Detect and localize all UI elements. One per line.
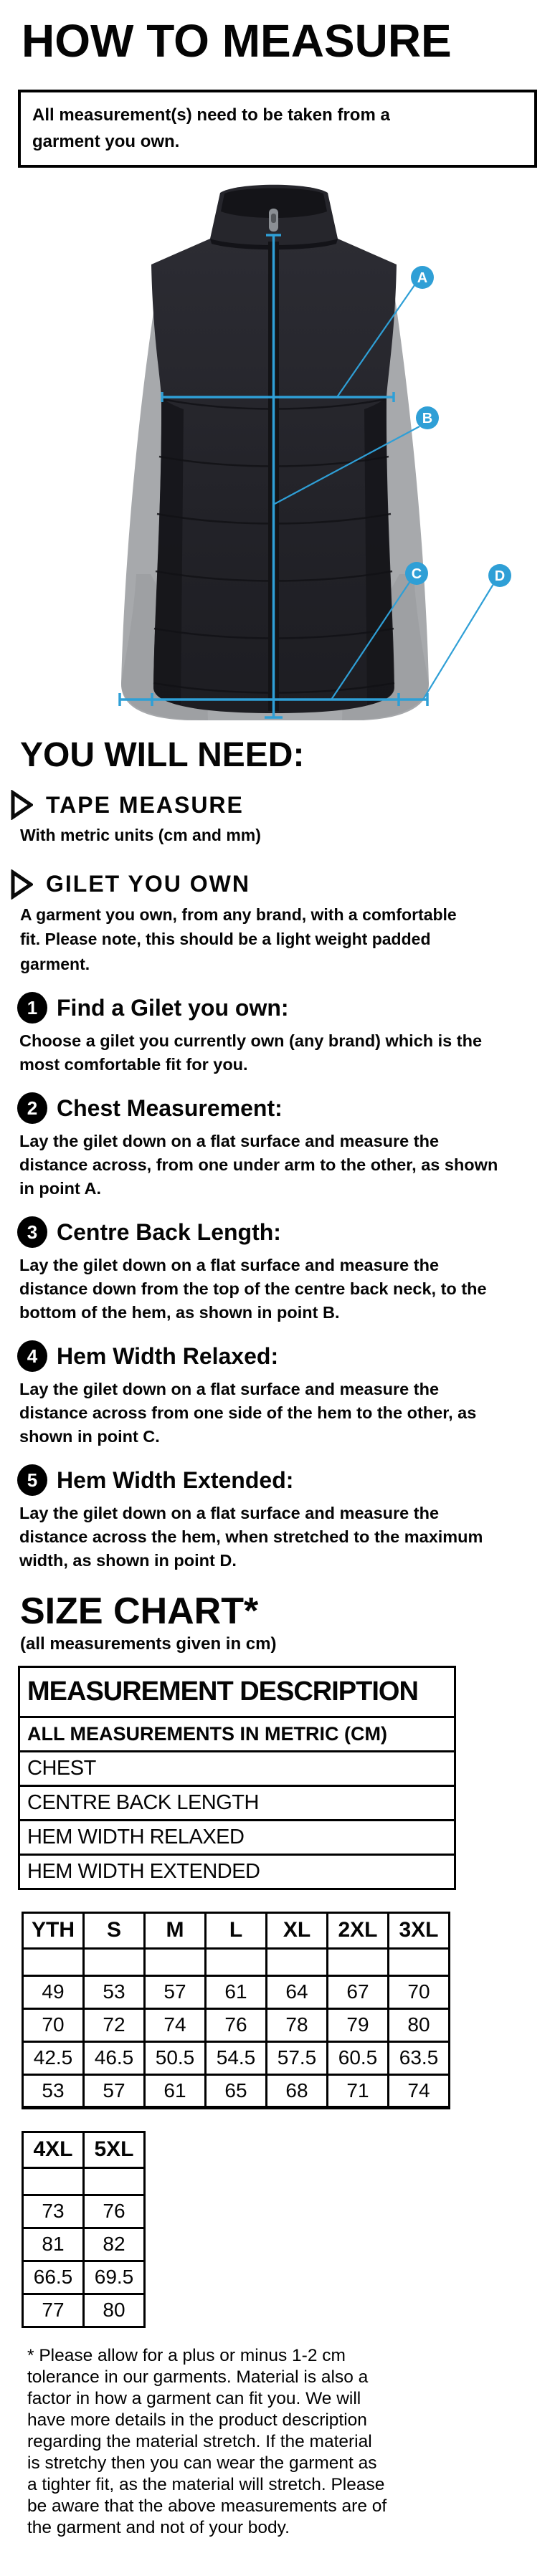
step-body: Lay the gilet down on a flat surface and measure the distance across, from one under arm to the other, as shown in point A. (19, 1132, 498, 1198)
size-value: 65 (206, 2074, 267, 2107)
spacer-row (23, 2167, 145, 2195)
chest-values-row (23, 2195, 145, 2228)
step-body: Choose a gilet you currently own (any brand) which is the most comfortable fit for you. (19, 1031, 483, 1074)
step-number-badge: 2 (17, 1092, 47, 1124)
size-table-header-row (23, 1912, 450, 1948)
step-2 (0, 1092, 550, 1201)
point-b-label: B (422, 410, 433, 426)
step-body: Lay the gilet down on a flat surface and measure the distance across from one side of the hem to the other, as shown in point C. (19, 1380, 477, 1446)
spacer-row (23, 1948, 450, 1975)
size-table-main (22, 1912, 450, 2109)
triangle-bullet-icon (10, 790, 33, 820)
size-column-header: XL (267, 1912, 328, 1948)
size-value: 81 (23, 2228, 84, 2261)
size-value: 74 (389, 2074, 450, 2107)
step-number-badge: 4 (17, 1340, 47, 1372)
chest-values-row (23, 1975, 450, 2008)
size-column-header: L (206, 1912, 267, 1948)
measurement-label: HEM WIDTH RELAXED (19, 1820, 455, 1854)
size-value: 49 (23, 1975, 84, 2008)
table-row (19, 1666, 455, 1717)
size-value: 74 (145, 2008, 206, 2041)
measurement-table-unit-row: ALL MEASUREMENTS IN METRIC (CM) (19, 1717, 455, 1751)
size-value: 76 (84, 2195, 145, 2228)
size-value: 80 (389, 2008, 450, 2041)
table-row (19, 1717, 455, 1751)
size-value: 76 (206, 2008, 267, 2041)
step-heading: Centre Back Length: (57, 1218, 281, 1245)
gilet-measurement-figure (0, 173, 550, 727)
tolerance-disclaimer: * Please allow for a plus or minus 1-2 cm tolerance in our garments. Material is also a factor in how a garment can fit you. We will have more details in the product description regarding the material stretch. If the material is stretchy then you can wear the garment as a tighter fit, as the material will stretch. Please be aware that the above measurements are of the garment and not of your body. (27, 2345, 387, 2537)
size-chart-heading: SIZE CHART* (20, 1590, 259, 1633)
step-number-badge: 3 (17, 1216, 47, 1248)
step-5 (0, 1464, 550, 1573)
step-number-badge: 1 (17, 992, 47, 1024)
you-will-need-heading: YOU WILL NEED: (20, 735, 305, 774)
size-column-header: S (84, 1912, 145, 1948)
measurement-table-header: MEASUREMENT DESCRIPTION (19, 1666, 455, 1717)
step-3 (0, 1216, 550, 1325)
gilet-illustration (0, 173, 550, 723)
step-body: Lay the gilet down on a flat surface and measure the distance across the hem, when stretched to the maximum width, as shown in point D. (19, 1504, 483, 1570)
measurement-label: HEM WIDTH EXTENDED (19, 1854, 455, 1889)
size-value: 67 (328, 1975, 389, 2008)
size-column-header: 2XL (328, 1912, 389, 1948)
page-title: HOW TO MEASURE (22, 15, 452, 67)
size-value: 42.5 (23, 2041, 84, 2074)
point-d-label: D (494, 568, 506, 584)
size-table-extended (22, 2131, 146, 2328)
need-item-description: A garment you own, from any brand, with a comfortable fit. Please note, this should be a light weight padded garment. (20, 905, 457, 973)
centre-back-values-row (23, 2008, 450, 2041)
need-item-description: With metric units (cm and mm) (20, 826, 261, 845)
table-row (19, 1820, 455, 1854)
size-value: 70 (389, 1975, 450, 2008)
need-item-tape-measure (0, 790, 550, 848)
measurement-note-box (18, 90, 537, 167)
size-value: 77 (23, 2294, 84, 2327)
need-item-label: GILET YOU OWN (46, 871, 250, 897)
size-table-header-row (23, 2132, 145, 2167)
size-value: 53 (23, 2074, 84, 2107)
hem-extended-values-row (23, 2294, 145, 2327)
step-number-badge: 5 (17, 1464, 47, 1496)
step-1 (0, 992, 550, 1077)
size-value: 79 (328, 2008, 389, 2041)
measurement-label: CHEST (19, 1751, 455, 1785)
hem-relaxed-values-row (23, 2261, 145, 2294)
measurement-note-text: All measurement(s) need to be taken from a garment you own. (32, 105, 390, 152)
size-value: 57 (145, 1975, 206, 2008)
size-value: 60.5 (328, 2041, 389, 2074)
centre-back-values-row (23, 2228, 145, 2261)
triangle-bullet-icon (10, 869, 33, 900)
size-value: 61 (145, 2074, 206, 2107)
step-heading: Chest Measurement: (57, 1094, 283, 1121)
size-value: 73 (23, 2195, 84, 2228)
table-row (19, 1854, 455, 1889)
size-value: 57.5 (267, 2041, 328, 2074)
size-value: 61 (206, 1975, 267, 2008)
size-column-header: 4XL (23, 2132, 84, 2167)
size-value: 46.5 (84, 2041, 145, 2074)
size-value: 80 (84, 2294, 145, 2327)
size-value: 66.5 (23, 2261, 84, 2294)
measurement-label: CENTRE BACK LENGTH (19, 1785, 455, 1820)
need-item-label: TAPE MEASURE (46, 791, 244, 818)
size-value: 57 (84, 2074, 145, 2107)
zip-pull (269, 209, 278, 232)
size-chart-subheading: (all measurements given in cm) (20, 1633, 277, 1654)
table-row (19, 1785, 455, 1820)
size-value: 71 (328, 2074, 389, 2107)
hem-relaxed-values-row (23, 2041, 450, 2074)
table-row (19, 1751, 455, 1785)
step-heading: Hem Width Extended: (57, 1466, 294, 1493)
size-value: 78 (267, 2008, 328, 2041)
measurement-description-table (18, 1666, 456, 1890)
need-item-gilet (0, 869, 550, 977)
size-column-header: 3XL (389, 1912, 450, 1948)
step-heading: Find a Gilet you own: (57, 994, 289, 1021)
size-value: 69.5 (84, 2261, 145, 2294)
point-a-label: A (417, 269, 428, 286)
size-value: 50.5 (145, 2041, 206, 2074)
step-4 (0, 1340, 550, 1449)
step-heading: Hem Width Relaxed: (57, 1342, 279, 1369)
size-value: 72 (84, 2008, 145, 2041)
size-value: 63.5 (389, 2041, 450, 2074)
size-value: 54.5 (206, 2041, 267, 2074)
size-value: 64 (267, 1975, 328, 2008)
size-column-header: 5XL (84, 2132, 145, 2167)
measurement-steps (0, 992, 550, 1573)
hem-extended-values-row (23, 2074, 450, 2107)
size-column-header: YTH (23, 1912, 84, 1948)
point-c-label: C (411, 566, 422, 582)
size-value: 70 (23, 2008, 84, 2041)
step-body: Lay the gilet down on a flat surface and measure the distance down from the top of the centre back neck, to the bottom of the hem, as shown in point B. (19, 1256, 487, 1322)
size-column-header: M (145, 1912, 206, 1948)
size-value: 82 (84, 2228, 145, 2261)
size-value: 53 (84, 1975, 145, 2008)
size-value: 68 (267, 2074, 328, 2107)
